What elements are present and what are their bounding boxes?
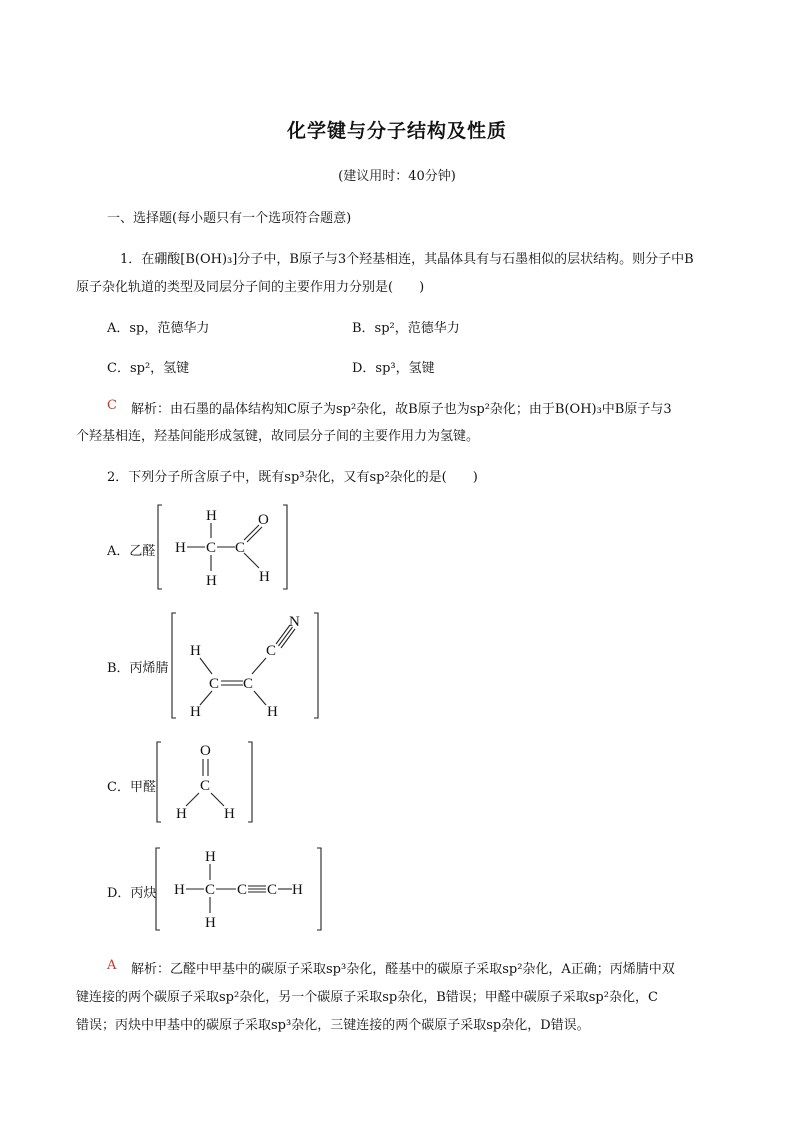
section-heading: 一、选择题(每小题只有一个选项符合题意) — [107, 211, 352, 226]
q1-analysis-line1: 解析：由石墨的晶体结构知C原子为sp²杂化，故B原子也为sp²杂化；由于B(OH)₃中B原子与3 — [131, 402, 672, 417]
q1-stem-line1: 1．在硼酸[B(OH)₃]分子中，B原子与3个羟基相连，其晶体具有与石墨相似的层状结构。则分子中B — [120, 252, 694, 267]
svg-text:C: C — [267, 882, 278, 898]
svg-text:C: C — [209, 676, 220, 692]
q1-stem-line2: 原子杂化轨道的类型及同层分子间的主要作用力分别是( ) — [76, 280, 425, 295]
svg-text:H: H — [205, 849, 216, 865]
q1-answer: C — [107, 398, 117, 413]
q1-option-a: A．sp，范德华力 — [107, 321, 210, 336]
svg-text:H: H — [206, 573, 217, 589]
q2-analysis-line1: 解析：乙醛中甲基中的碳原子采取sp³杂化，醛基中的碳原子采取sp²杂化，A正确；丙烯腈中双 — [131, 962, 675, 977]
q2-option-b-label: B．丙烯腈 — [107, 661, 169, 676]
svg-text:O: O — [200, 743, 211, 759]
q2-option-c-label: C．甲醛 — [107, 780, 156, 795]
q2-option-d-label: D．丙炔 — [107, 886, 157, 901]
q2-option-a-label: A．乙醛 — [107, 544, 156, 559]
svg-text:C: C — [235, 540, 246, 556]
svg-text:H: H — [176, 806, 187, 822]
acetaldehyde-structure — [155, 500, 295, 594]
q1-option-d: D．sp³，氢键 — [352, 361, 435, 376]
svg-text:H: H — [259, 569, 270, 585]
q2-answer: A — [107, 958, 117, 973]
svg-text:H: H — [205, 915, 216, 931]
svg-text:N: N — [289, 614, 300, 630]
svg-text:H: H — [175, 540, 186, 556]
acrylonitrile-structure — [168, 608, 323, 722]
svg-text:C: C — [206, 540, 217, 556]
time-note: (建议用时：40分钟) — [338, 169, 456, 184]
svg-text:H: H — [292, 882, 303, 898]
q1-option-b: B．sp²，范德华力 — [352, 321, 460, 336]
svg-text:H: H — [206, 508, 217, 524]
q2-analysis-line3: 错误；丙炔中甲基中的碳原子采取sp³杂化，三键连接的两个碳原子采取sp杂化，D错误。 — [76, 1018, 590, 1033]
page-title: 化学键与分子结构及性质 — [286, 120, 507, 142]
svg-text:O: O — [258, 512, 269, 528]
formaldehyde-structure — [154, 738, 256, 826]
q2-stem: 2．下列分子所含原子中，既有sp³杂化，又有sp²杂化的是( ) — [107, 470, 478, 485]
q1-option-c: C．sp²，氢键 — [107, 361, 190, 376]
svg-text:C: C — [200, 778, 211, 794]
svg-text:H: H — [190, 704, 201, 720]
svg-text:H: H — [224, 806, 235, 822]
q1-analysis-line2: 个羟基相连，羟基间能形成氢键，故同层分子间的主要作用力为氢键。 — [76, 429, 480, 444]
svg-text:H: H — [267, 704, 278, 720]
svg-text:C: C — [205, 882, 216, 898]
propyne-structure — [153, 843, 325, 935]
svg-text:H: H — [190, 643, 201, 659]
svg-text:C: C — [266, 643, 277, 659]
q2-analysis-line2: 键连接的两个碳原子采取sp²杂化，另一个碳原子采取sp杂化，B错误；甲醛中碳原子采取sp²杂化，C — [76, 990, 658, 1005]
svg-text:H: H — [174, 882, 185, 898]
svg-text:C: C — [243, 676, 254, 692]
svg-text:C: C — [237, 882, 248, 898]
